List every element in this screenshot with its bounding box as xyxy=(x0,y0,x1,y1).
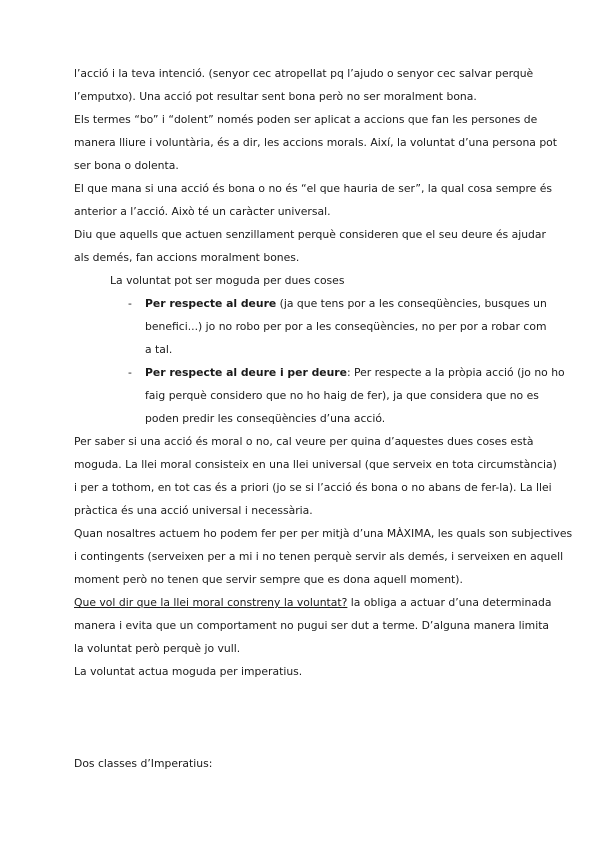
text-line: als demés, fan accions moralment bones. xyxy=(74,251,300,264)
text-line: l’emputxo). Una acció pot resultar sent bona però no ser moralment bona. xyxy=(74,90,477,103)
text-line: ser bona o dolenta. xyxy=(74,159,179,172)
text-line: i contingents (serveixen per a mi i no tenen perquè servir als demés, i serveixen en aquell xyxy=(74,550,564,563)
bullet-marker: - xyxy=(128,297,132,310)
text-span: la obliga a actuar d’una determinada xyxy=(347,596,552,609)
text-line: Dos classes d’Imperatius: xyxy=(74,757,213,770)
bullet-item-line: poden predir les conseqüències d’una acció. xyxy=(145,412,386,425)
bullet-item-line xyxy=(145,366,565,380)
text-line: la voluntat però perquè jo vull. xyxy=(74,642,241,655)
bullet-item-line: a tal. xyxy=(145,343,173,356)
text-line: pràctica és una acció universal i necessària. xyxy=(74,504,313,517)
bullet-marker: - xyxy=(128,366,132,379)
text-line: La voluntat actua moguda per imperatius. xyxy=(74,665,303,678)
text-line: La voluntat pot ser moguda per dues coses xyxy=(110,274,345,287)
text-line: Els termes “bo” i “dolent” només poden ser aplicat a accions que fan les persones de xyxy=(74,113,538,126)
text-line: Diu que aquells que actuen senzillament perquè consideren que el seu deure és ajudar xyxy=(74,228,546,241)
text-span: (ja que tens por a les conseqüències, busques un xyxy=(276,297,547,310)
underlined-question: Que vol dir que la llei moral constreny la voluntat? xyxy=(74,596,348,609)
text-line: Quan nosaltres actuem ho podem fer per per mitjà d’una MÀXIMA, les quals son subjectives xyxy=(74,527,573,540)
bold-term: Per respecte al deure i per deure xyxy=(145,366,347,379)
bold-term: Per respecte al deure xyxy=(145,297,277,310)
text-line: anterior a l’acció. Això té un caràcter universal. xyxy=(74,205,331,218)
text-line: Per saber si una acció és moral o no, cal veure per quina d’aquestes dues coses està xyxy=(74,435,534,448)
text-line: moguda. La llei moral consisteix en una llei universal (que serveix en tota circumstància) xyxy=(74,458,557,471)
text-line xyxy=(74,596,552,610)
bullet-item-line: benefici...) jo no robo per por a les conseqüències, no per por a robar com xyxy=(145,320,547,333)
text-line: l’acció i la teva intenció. (senyor cec atropellat pq l’ajudo o senyor cec salvar perquè xyxy=(74,67,534,80)
bullet-item-line: faig perquè considero que no ho haig de fer), ja que considera que no es xyxy=(145,389,539,402)
text-line: i per a tothom, en tot cas és a priori (jo se si l’acció és bona o no abans de fer-la). La llei xyxy=(74,481,552,494)
text-line: El que mana si una acció és bona o no és “el que hauria de ser”, la qual cosa sempre és xyxy=(74,182,552,195)
bullet-item-line xyxy=(145,297,547,311)
text-line: manera i evita que un comportament no pugui ser dut a terme. D’alguna manera limita xyxy=(74,619,550,632)
text-span: : Per respecte a la pròpia acció (jo no ho xyxy=(346,366,565,379)
text-line: manera lliure i voluntària, és a dir, les accions morals. Així, la voluntat d’una persona pot xyxy=(74,136,558,149)
text-line: moment però no tenen que servir sempre que es dona aquell moment). xyxy=(74,573,463,586)
